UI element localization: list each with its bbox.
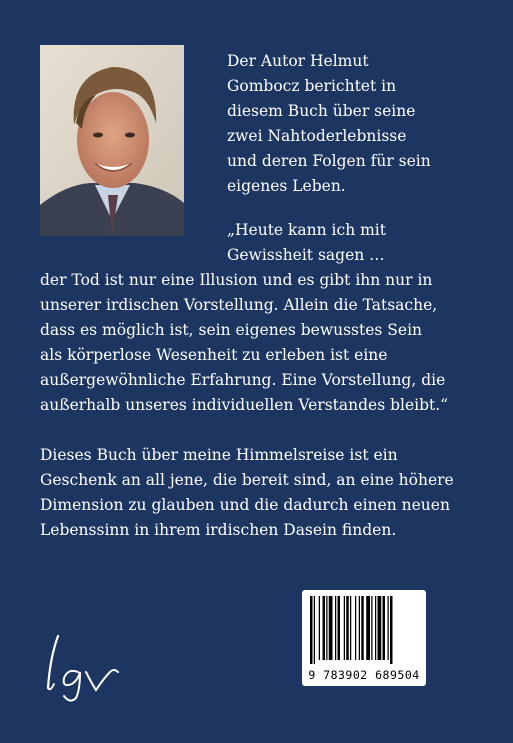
- quote-line: unserer irdischen Vorstellung. Allein die Tatsache,: [40, 296, 438, 314]
- closing-line: Geschenk an all jene, die bereit sind, an eine höhere: [40, 471, 454, 489]
- quote-line: außergewöhnliche Erfahrung. Eine Vorstellung, die: [40, 371, 446, 389]
- closing-line: Dieses Buch über meine Himmelsreise ist ein: [40, 446, 398, 464]
- intro-line: und deren Folgen für sein: [227, 152, 431, 170]
- quote-line: Gewissheit sagen …: [227, 246, 385, 264]
- intro-line: diesem Buch über seine: [227, 102, 416, 120]
- intro-line: Der Autor Helmut: [227, 52, 369, 70]
- author-intro: [227, 49, 467, 199]
- quote-line: der Tod ist nur eine Illusion und es gibt ihn nur in: [40, 271, 433, 289]
- quote-line: außerhalb unseres individuellen Verstandes bleibt.“: [40, 396, 449, 414]
- publisher-logo: [40, 632, 130, 702]
- isbn-number: 9 783902 689504: [308, 668, 420, 682]
- author-photo: [40, 45, 184, 236]
- closing-line: Dimension zu glauben und die dadurch einen neuen: [40, 496, 450, 514]
- lgv-logo-icon: [40, 632, 130, 702]
- quote-line: dass es möglich ist, sein eigenes bewusstes Sein: [40, 321, 423, 339]
- quote-line: als körperlose Wesenheit zu erleben ist eine: [40, 346, 388, 364]
- barcode-icon: [308, 596, 420, 664]
- closing-line: Lebenssinn in ihrem irdischen Dasein finden.: [40, 521, 397, 539]
- closing-paragraph: [40, 443, 480, 543]
- isbn-barcode: [302, 590, 426, 686]
- quote-opening: [227, 218, 477, 268]
- intro-line: zwei Nahtoderlebnisse: [227, 127, 407, 145]
- quote-line: „Heute kann ich mit: [227, 221, 386, 239]
- quote-body: [40, 268, 480, 418]
- intro-line: eigenes Leben.: [227, 177, 346, 195]
- intro-line: Gombocz berichtet in: [227, 77, 397, 95]
- portrait-image: [40, 45, 184, 236]
